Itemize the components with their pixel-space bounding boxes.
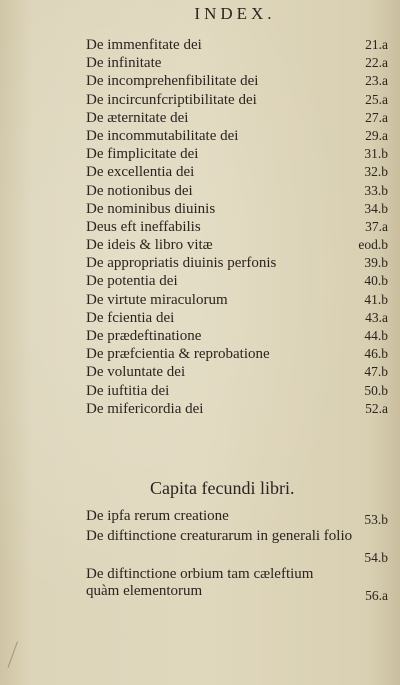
entry-folio: 32.b	[364, 164, 388, 180]
entry-title: De ideis & libro vitæ	[86, 237, 213, 254]
index-entry	[86, 72, 388, 90]
index-entry	[86, 200, 388, 218]
index-entry	[86, 345, 388, 363]
running-head: INDEX.	[194, 4, 276, 23]
entry-folio: 22.a	[365, 55, 388, 71]
entry-title: De incommutabilitate dei	[86, 127, 239, 144]
entry-title: De appropriatis diuinis perfonis	[86, 255, 277, 272]
index-entry	[86, 382, 388, 400]
entry-folio: 33.b	[364, 182, 388, 198]
index-entry	[86, 363, 388, 381]
entry-title: De nominibus diuinis	[86, 200, 216, 217]
index-entry	[86, 182, 388, 200]
index-entry	[86, 163, 388, 181]
entry-title: De incomprehenfibilitate dei	[86, 73, 259, 90]
index-entry	[86, 145, 388, 163]
entry-folio: 31.b	[364, 146, 388, 162]
entry-folio: 54.b	[364, 550, 388, 565]
index-entry	[86, 254, 388, 272]
entry-title: De incircunfcriptibilitate dei	[86, 91, 257, 108]
index-entry	[86, 36, 388, 54]
section-heading: Capita fecundi libri.	[150, 478, 295, 498]
index-entry	[86, 528, 388, 566]
index-entry	[86, 566, 388, 604]
entry-title: De voluntate dei	[86, 364, 186, 381]
entry-title: De diftinctione creaturarum in generali folio	[86, 528, 353, 544]
entry-folio: 50.b	[364, 382, 388, 398]
entry-title: De potentia dei	[86, 273, 178, 290]
entry-title: De excellentia dei	[86, 164, 195, 181]
index-entry	[86, 291, 388, 309]
entry-title: De immenfitate dei	[86, 37, 202, 53]
entry-title: De æternitate dei	[86, 109, 189, 126]
entry-folio: 37.a	[365, 218, 388, 234]
index-entry	[86, 327, 388, 345]
index-entry	[86, 127, 388, 145]
entry-folio: 21.a	[365, 37, 388, 52]
index-list-book-two	[86, 508, 388, 604]
entry-folio: 44.b	[364, 328, 388, 343]
index-entry	[86, 272, 388, 290]
entry-title: De præfcientia & reprobatione	[86, 346, 270, 363]
entry-title: De prædeftinatione	[86, 328, 202, 344]
entry-title: De notionibus dei	[86, 182, 193, 199]
index-list-book-one	[86, 36, 388, 418]
entry-folio: 40.b	[364, 273, 388, 289]
entry-title: Deus eft ineffabilis	[86, 218, 201, 235]
entry-folio: 23.a	[365, 73, 388, 89]
entry-title: De infinitate	[86, 55, 162, 72]
entry-folio: 47.b	[364, 364, 388, 380]
entry-title: De ipfa rerum creatione	[86, 508, 229, 524]
entry-folio: 34.b	[364, 200, 388, 216]
margin-pencil-mark	[7, 641, 25, 670]
entry-title: De diftinctione orbium tam cæleftium quàm elementorum	[86, 566, 314, 599]
index-entry	[86, 218, 388, 236]
index-entry	[86, 236, 388, 254]
index-entry	[86, 309, 388, 327]
index-entry	[86, 54, 388, 72]
entry-title: De virtute miraculorum	[86, 291, 228, 308]
entry-title: De mifericordia dei	[86, 400, 204, 417]
entry-folio: 52.a	[365, 400, 388, 416]
entry-folio: 41.b	[364, 291, 388, 307]
entry-title: De fimplicitate dei	[86, 146, 199, 163]
entry-folio: eod.b	[358, 237, 388, 253]
entry-folio: 27.a	[365, 109, 388, 125]
entry-folio: 46.b	[364, 346, 388, 362]
index-entry	[86, 400, 388, 418]
index-entry	[86, 508, 388, 528]
entry-title: De fcientia dei	[86, 309, 175, 326]
entry-folio: 29.a	[365, 127, 388, 143]
index-entry	[86, 91, 388, 109]
entry-folio: 39.b	[364, 255, 388, 271]
entry-folio: 53.b	[364, 512, 388, 527]
index-entry	[86, 109, 388, 127]
entry-folio: 43.a	[365, 309, 388, 325]
entry-title: De iuftitia dei	[86, 382, 170, 399]
entry-folio: 56.a	[365, 588, 388, 603]
entry-folio: 25.a	[365, 91, 388, 107]
